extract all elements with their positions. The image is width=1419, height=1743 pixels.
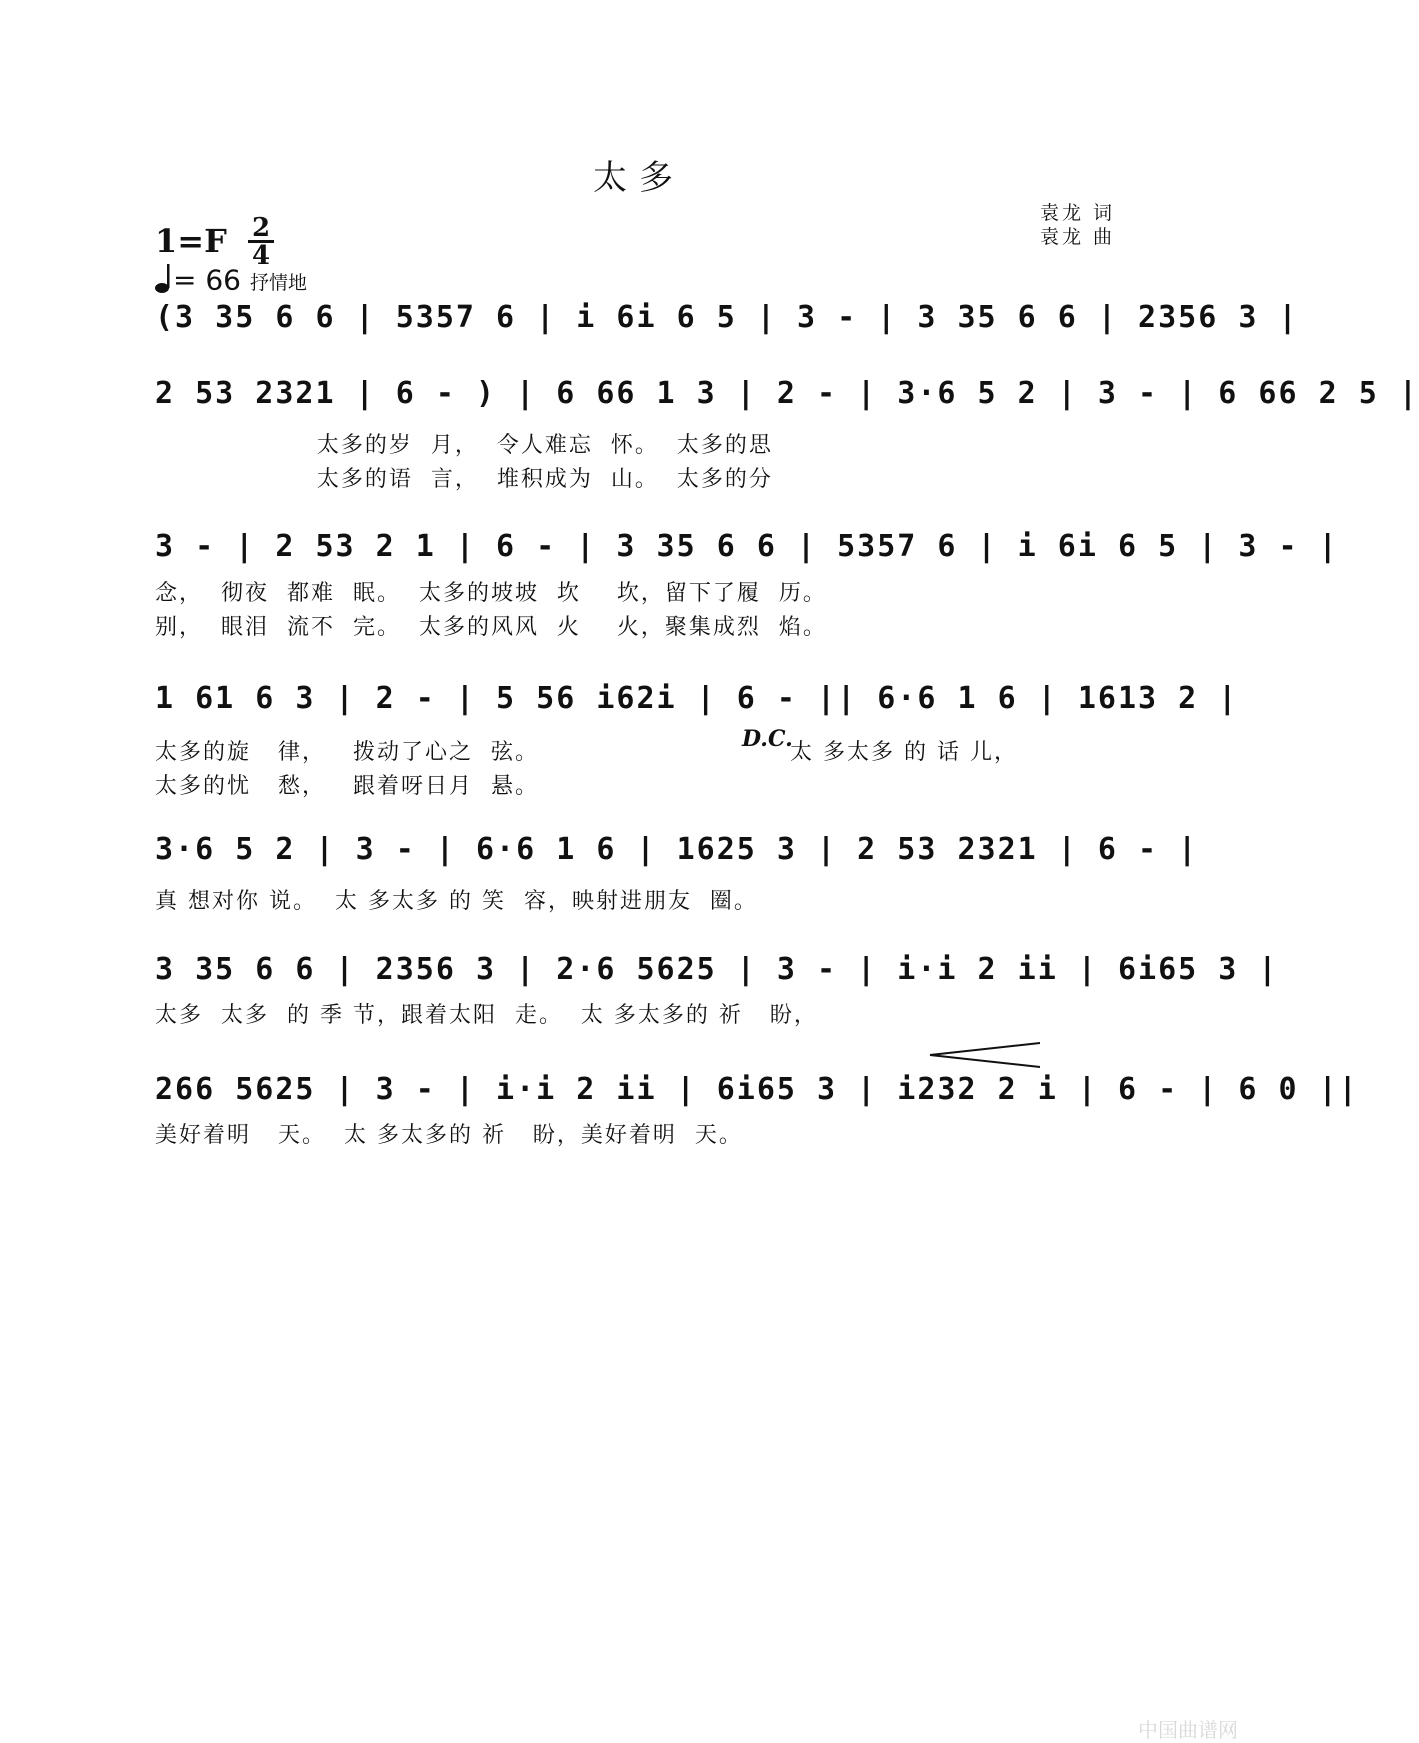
- dc-label: D.C.: [742, 726, 793, 752]
- tempo-value: = 66: [173, 263, 241, 297]
- watermark: 中国曲谱网: [1138, 1718, 1238, 1742]
- lyric-row-5: 真 想对你 说。 太 多太多 的 笑 容，映射进朋友 圈。: [155, 889, 758, 914]
- time-signature-bottom: 4: [251, 241, 271, 271]
- lyric-row-4-after-dc: 太 多太多 的 话 儿，: [790, 740, 1018, 765]
- music-row-4: 1 61 6 3 | 2 - | 5 56 i62i | 6 - || 6·6 1 6 | 1613 2 |: [155, 681, 1239, 716]
- page-title: 太多: [593, 158, 685, 198]
- time-signature-top: 2: [248, 216, 274, 243]
- lyric-row-2-verse-1: 太多的岁 月， 令人难忘 怀。 太多的思: [155, 433, 773, 458]
- music-row-2: 2 53 2321 | 6 - ) | 6 66 1 3 | 2 - | 3·6 5 2 | 3 - | 6 66 2 5 |: [155, 376, 1419, 411]
- tempo-marking: [155, 262, 241, 301]
- lyricist-credit: 袁龙 词: [1040, 202, 1116, 224]
- da-capo-mark: [742, 726, 793, 752]
- lyric-row-6: 太多 太多 的 季 节，跟着太阳 走。 太 多太多的 祈 盼，: [155, 1003, 818, 1028]
- lyric-row-4-verse-2: 太多的忧 愁， 跟着呀日月 悬。: [155, 774, 539, 799]
- key-signature: 1=F: [155, 222, 227, 260]
- lyric-row-2-verse-2: 太多的语 言， 堆积成为 山。 太多的分: [155, 467, 773, 492]
- music-row-7: 266 5625 | 3 - | i·i 2 ii | 6i65 3 | i232 2 i | 6 - | 6 0 ||: [155, 1072, 1359, 1107]
- crescendo-hairpin-icon: [930, 1040, 1050, 1070]
- composer-credit: 袁龙 曲: [1040, 226, 1116, 248]
- expression-marking: 抒情地: [250, 272, 308, 294]
- music-row-3: 3 - | 2 53 2 1 | 6 - | 3 35 6 6 | 5357 6 | i 6i 6 5 | 3 - |: [155, 529, 1339, 564]
- quarter-note-icon: [155, 262, 173, 301]
- lyric-row-4-verse-1: 太多的旋 律， 拨动了心之 弦。: [155, 740, 539, 765]
- music-row-5: 3·6 5 2 | 3 - | 6·6 1 6 | 1625 3 | 2 53 2321 | 6 - |: [155, 832, 1199, 867]
- lyric-row-3-verse-1: 念， 彻夜 都难 眠。 太多的坡坡 坎 坎，留下了履 历。: [155, 581, 827, 606]
- time-signature: [248, 213, 274, 271]
- lyric-row-3-verse-2: 别， 眼泪 流不 完。 太多的风风 火 火，聚集成烈 焰。: [155, 615, 827, 640]
- music-row-6: 3 35 6 6 | 2356 3 | 2·6 5625 | 3 - | i·i 2 ii | 6i65 3 |: [155, 952, 1279, 987]
- music-row-1: (3 35 6 6 | 5357 6 | i 6i 6 5 | 3 - | 3 35 6 6 | 2356 3 |: [155, 300, 1299, 335]
- lyric-row-7: 美好着明 天。 太 多太多的 祈 盼，美好着明 天。: [155, 1123, 743, 1148]
